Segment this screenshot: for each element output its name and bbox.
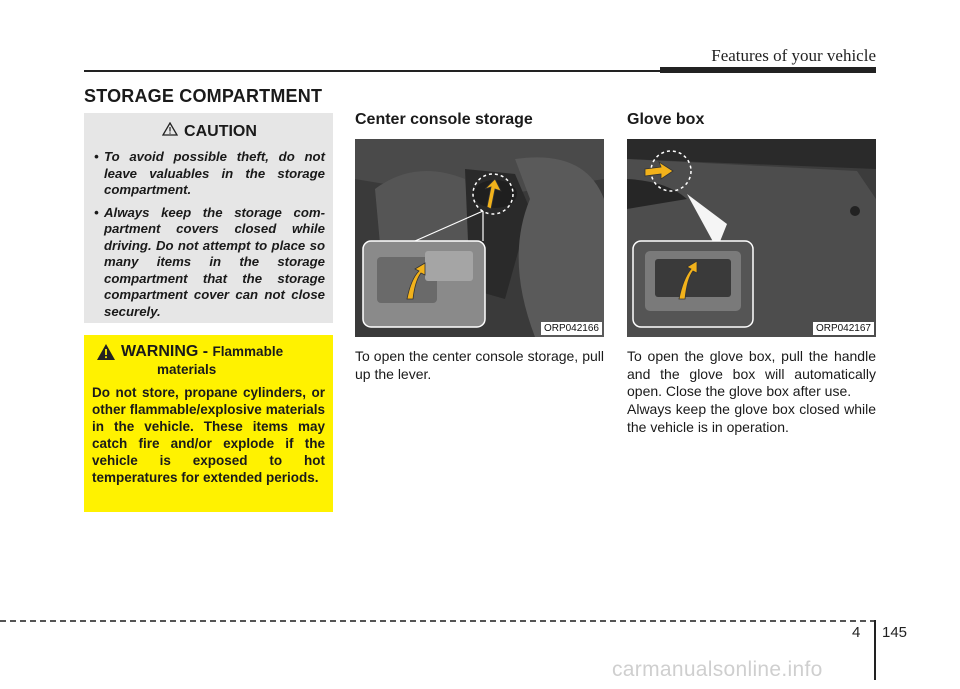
caution-item: • To avoid possible theft, do not leave valuables in the storage compartment. <box>94 149 325 197</box>
page-number: 145 <box>882 624 908 641</box>
warning-subtitle: Flammable <box>212 344 284 359</box>
watermark: carmanualsonline.info <box>612 658 823 681</box>
section-title: STORAGE COMPARTMENT <box>84 86 323 106</box>
footer-separator <box>874 620 876 680</box>
warning-heading <box>92 343 325 378</box>
header-rule-accent <box>660 67 876 73</box>
caution-item: • Always keep the storage com- partment covers closed while driving. Do not attempt to place so many items in the storage compartment that the storage compartment cover can not close securely. <box>94 204 325 319</box>
warning-triangle-icon <box>162 122 178 141</box>
chapter-number: 4 <box>852 624 861 641</box>
image-code: ORP042167 <box>813 322 874 335</box>
caution-title: CAUTION <box>184 122 257 140</box>
glove-box-text-1: To open the glove box, pull the handle and the glove box will automatically open. Close the glove box after use. <box>627 348 876 399</box>
center-console-title: Center console storage <box>355 111 533 128</box>
center-console-text: To open the center console storage, pull up the lever. <box>355 348 604 382</box>
glove-box-photo <box>627 139 876 337</box>
glove-box-text-2: Always keep the glove box closed while the vehicle is in operation. <box>627 401 876 435</box>
warning-subtitle-cont: materials <box>157 362 217 377</box>
caution-heading <box>94 122 325 141</box>
warning-text: Do not store, propane cylinders, or other flammable/explosive materials in the vehicle. These items may catch fire and/or explode if the vehicle is exposed to hot temperatures for extended periods. <box>92 385 325 485</box>
caution-item-text: Always keep the storage com- partment covers closed while driving. Do not attempt to place so many items in the storage compartment that the storage compartment cover can not close securely. <box>104 204 325 319</box>
caution-box <box>84 113 333 323</box>
center-console-photo <box>355 139 604 337</box>
running-header: Features of your vehicle <box>711 46 876 65</box>
warning-title: WARNING - <box>121 343 213 360</box>
glove-box-title: Glove box <box>627 111 705 128</box>
header-rule <box>84 70 660 72</box>
warning-box <box>84 335 333 512</box>
warning-triangle-icon <box>96 343 116 366</box>
caution-item-text: To avoid possible theft, do not leave valuables in the storage compartment. <box>104 149 325 197</box>
footer-rule <box>0 620 876 622</box>
image-code: ORP042166 <box>541 322 602 335</box>
